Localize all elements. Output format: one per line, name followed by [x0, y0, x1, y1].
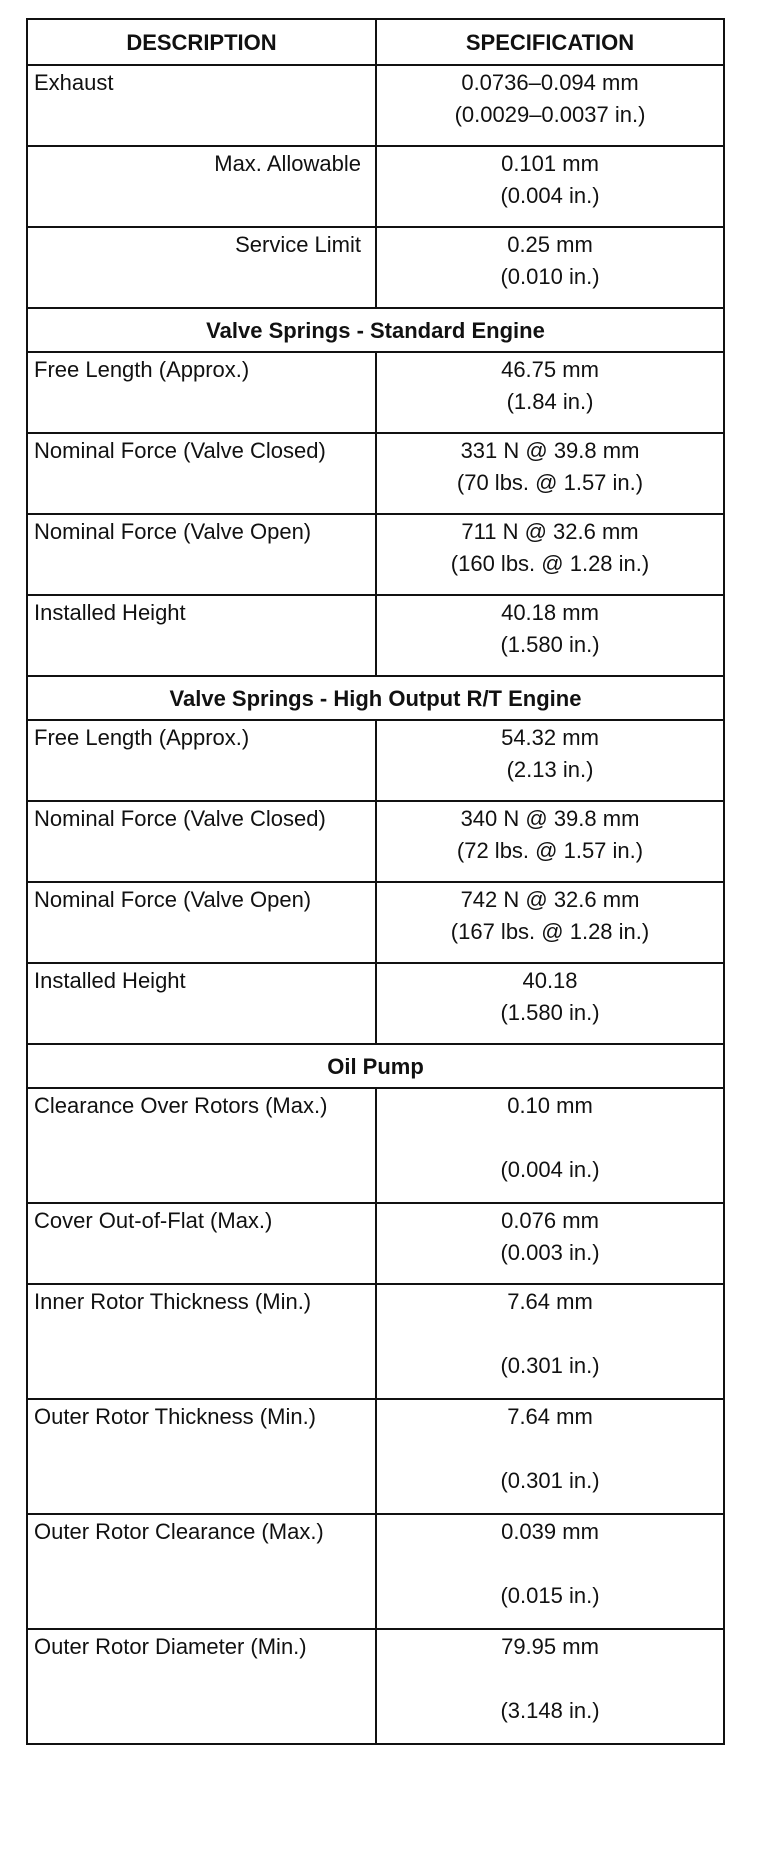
row-description: Outer Rotor Clearance (Max.) — [27, 1514, 376, 1629]
spec-metric: 46.75 mm — [501, 357, 599, 382]
header-row — [27, 19, 724, 65]
row-specification — [376, 1088, 724, 1203]
table-row — [27, 1629, 724, 1744]
row-description: Free Length (Approx.) — [27, 720, 376, 801]
row-specification — [376, 1203, 724, 1284]
section-row — [27, 1044, 724, 1088]
row-description: Nominal Force (Valve Open) — [27, 882, 376, 963]
row-specification — [376, 882, 724, 963]
table-row — [27, 514, 724, 595]
row-specification — [376, 595, 724, 676]
spec-imperial: (0.015 in.) — [500, 1583, 600, 1608]
spec-imperial: (0.301 in.) — [500, 1353, 600, 1378]
row-description: Cover Out-of-Flat (Max.) — [27, 1203, 376, 1284]
spec-metric: 0.10 mm — [507, 1093, 593, 1118]
spec-imperial: (2.13 in.) — [506, 757, 594, 782]
row-description: Nominal Force (Valve Open) — [27, 514, 376, 595]
row-specification — [376, 720, 724, 801]
row-description: Outer Rotor Diameter (Min.) — [27, 1629, 376, 1744]
section-row — [27, 676, 724, 720]
row-description: Nominal Force (Valve Closed) — [27, 801, 376, 882]
section-title: Valve Springs - Standard Engine — [27, 308, 724, 352]
row-specification — [376, 433, 724, 514]
section-title: Oil Pump — [27, 1044, 724, 1088]
row-description: Nominal Force (Valve Closed) — [27, 433, 376, 514]
table-row — [27, 227, 724, 308]
spec-metric: 0.076 mm — [501, 1208, 599, 1233]
table-row — [27, 1088, 724, 1203]
table-row — [27, 1284, 724, 1399]
spec-metric: 340 N @ 39.8 mm — [460, 806, 640, 831]
spec-imperial: (72 lbs. @ 1.57 in.) — [456, 838, 644, 863]
row-specification — [376, 801, 724, 882]
spec-imperial: (167 lbs. @ 1.28 in.) — [450, 919, 650, 944]
spec-imperial: (3.148 in.) — [500, 1698, 600, 1723]
spec-metric: 40.18 — [522, 968, 578, 993]
spec-imperial: (0.0029–0.0037 in.) — [454, 102, 646, 127]
table-row — [27, 65, 724, 146]
row-specification — [376, 514, 724, 595]
spec-imperial: (0.010 in.) — [500, 264, 600, 289]
table-row — [27, 595, 724, 676]
specification-header: SPECIFICATION — [376, 19, 724, 65]
row-description: Service Limit — [27, 227, 376, 308]
row-specification — [376, 352, 724, 433]
table-row — [27, 1399, 724, 1514]
spec-imperial: (0.004 in.) — [500, 1157, 600, 1182]
spec-metric: 0.101 mm — [501, 151, 599, 176]
row-specification — [376, 65, 724, 146]
spec-imperial: (0.301 in.) — [500, 1468, 600, 1493]
row-description: Outer Rotor Thickness (Min.) — [27, 1399, 376, 1514]
table-row — [27, 1203, 724, 1284]
table-row — [27, 882, 724, 963]
spec-metric: 0.0736–0.094 mm — [461, 70, 639, 95]
specifications-table — [26, 18, 725, 1745]
table-row — [27, 433, 724, 514]
row-specification — [376, 1399, 724, 1514]
spec-metric: 40.18 mm — [501, 600, 599, 625]
spec-imperial: (1.580 in.) — [500, 1000, 600, 1025]
row-description: Exhaust — [27, 65, 376, 146]
row-specification — [376, 1514, 724, 1629]
spec-metric: 0.039 mm — [501, 1519, 599, 1544]
spec-metric: 79.95 mm — [501, 1634, 599, 1659]
spec-imperial: (160 lbs. @ 1.28 in.) — [450, 551, 650, 576]
table-row — [27, 1514, 724, 1629]
spec-metric: 742 N @ 32.6 mm — [460, 887, 640, 912]
row-description: Installed Height — [27, 595, 376, 676]
row-description: Installed Height — [27, 963, 376, 1044]
table-row — [27, 720, 724, 801]
spec-imperial: (0.003 in.) — [500, 1240, 600, 1265]
description-header: DESCRIPTION — [27, 19, 376, 65]
table-row — [27, 146, 724, 227]
spec-imperial: (70 lbs. @ 1.57 in.) — [456, 470, 644, 495]
row-specification — [376, 146, 724, 227]
row-specification — [376, 1284, 724, 1399]
spec-imperial: (1.84 in.) — [506, 389, 594, 414]
spec-metric: 0.25 mm — [507, 232, 593, 257]
spec-metric: 7.64 mm — [507, 1289, 593, 1314]
spec-metric: 331 N @ 39.8 mm — [460, 438, 640, 463]
spec-metric: 711 N @ 32.6 mm — [461, 519, 639, 544]
row-specification — [376, 227, 724, 308]
spec-imperial: (1.580 in.) — [500, 632, 600, 657]
table-row — [27, 801, 724, 882]
table-row — [27, 963, 724, 1044]
spec-metric: 54.32 mm — [501, 725, 599, 750]
spec-metric: 7.64 mm — [507, 1404, 593, 1429]
table-row — [27, 352, 724, 433]
row-specification — [376, 963, 724, 1044]
section-title: Valve Springs - High Output R/T Engine — [27, 676, 724, 720]
row-description: Max. Allowable — [27, 146, 376, 227]
spec-imperial: (0.004 in.) — [500, 183, 600, 208]
section-row — [27, 308, 724, 352]
row-description: Clearance Over Rotors (Max.) — [27, 1088, 376, 1203]
row-description: Inner Rotor Thickness (Min.) — [27, 1284, 376, 1399]
row-specification — [376, 1629, 724, 1744]
row-description: Free Length (Approx.) — [27, 352, 376, 433]
